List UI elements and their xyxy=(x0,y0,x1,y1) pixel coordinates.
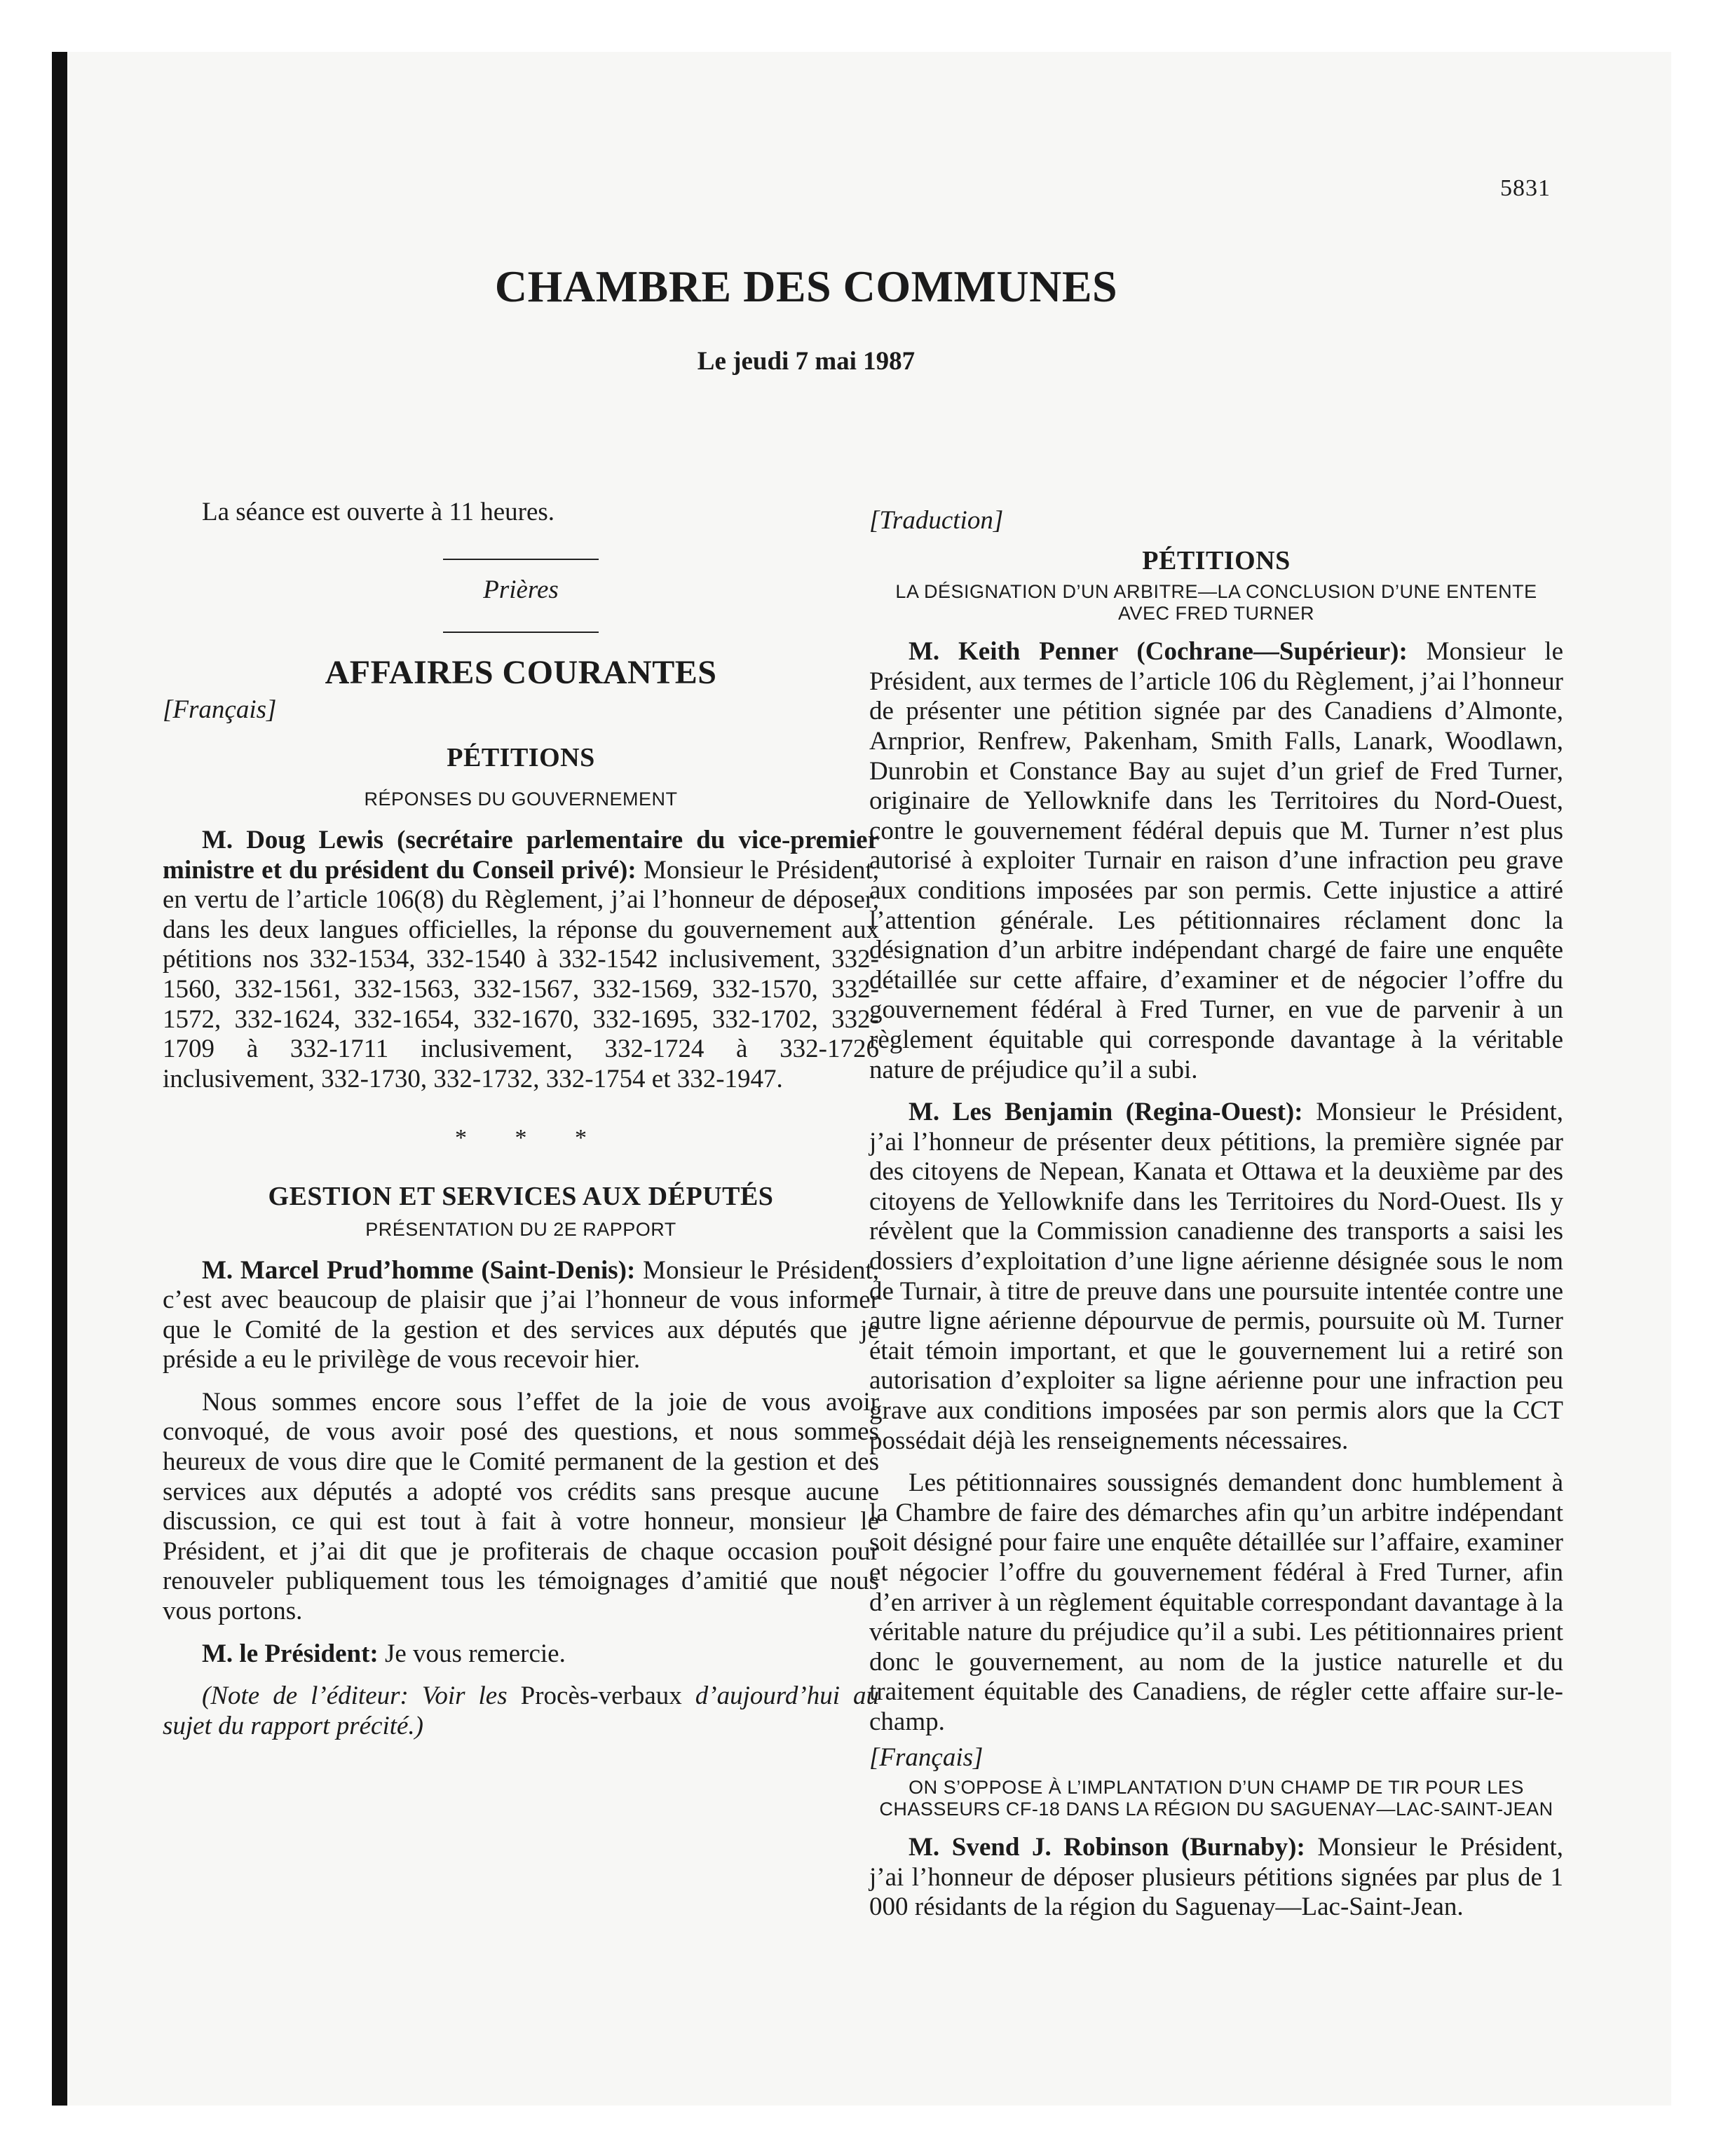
section-break-stars: * * * xyxy=(455,1125,608,1152)
subheading-cf18: ON S’OPPOSE À L’IMPLANTATION D’UN CHAMP DE TIR POUR LES CHASSEURS CF-18 DANS LA RÉGION DU SAGUENAY—LAC-SAINT-JEAN xyxy=(879,1777,1553,1820)
heading-petitions: PÉTITIONS xyxy=(447,743,595,773)
speaker-name: M. Svend J. Robinson (Burnaby): xyxy=(909,1833,1305,1862)
speech-prudhomme-continued: Nous sommes encore sous l’effet de la joie de vous avoir convoqué, de vous avoir posé des questions, et nous sommes heureux de vous dire que le Comité permanent de la gestion et des services aux députés a adopté vos crédits sans presque aucune discussion, ce qui est tout à fait à votre honneur, monsieur le Président, et j’ai dit que je profiterais de chaque occasion pour renouveler publiquement tous les témoignages d’amitié que nous vous portons. xyxy=(163,1387,879,1626)
sitting-date: Le jeudi 7 mai 1987 xyxy=(697,347,916,376)
page-title: CHAMBRE DES COMMUNES xyxy=(494,261,1118,311)
speech-text: Monsieur le Président, j’ai l’honneur de présenter deux pétitions, la première signée par des citoyens de Nepean, Kanata et Ottawa et la deuxième par des citoyens de Yellowknife dans les Territoires du Nord-Ouest. Ils y révèlent que la Commission canadienne des transports a saisi les dossiers d’exploitation d’une ligne aérienne désignée sous le nom de Turnair, à titre de preuve dans une poursuite intentée contre une autre ligne aérienne dépourvue de permis, poursuite où M. Turner était témoin important, et que le gouvernement lui a retiré son autorisation d’exploiter sa ligne aérienne pour une infraction peu grave aux conditions imposées par son permis alors que la CCT possédait déjà les renseignements nécessaires. xyxy=(869,1098,1564,1455)
subheading-presentation: PRÉSENTATION DU 2E RAPPORT xyxy=(365,1218,676,1240)
language-marker: [Traduction] xyxy=(869,506,1004,535)
heading-petitions: PÉTITIONS xyxy=(1142,545,1291,575)
subheading-reponses: RÉPONSES DU GOUVERNEMENT xyxy=(364,788,678,810)
right-column xyxy=(869,506,1563,1923)
speech-text: Monsieur le Président, c’est avec beaucoup de plaisir que j’ai l’honneur de vous informer que le Comité de la gestion et des services aux députés que je préside a eu le privilège de vous recevoir hier. xyxy=(163,1255,880,1374)
speaker-name: M. Marcel Prud’homme (Saint-Denis): xyxy=(202,1255,636,1285)
speech-penner xyxy=(869,637,1563,1085)
page-binding-edge xyxy=(52,52,67,2106)
speech-prudhomme xyxy=(163,1256,879,1375)
speech-text: Monsieur le Président, en vertu de l’article 106(8) du Règlement, j’ai l’honneur de déposer, dans les deux langues officielles, la réponse du gouvernement aux pétitions nos 332-1534, 332-1540 à 332-1542 inclusivement, 332-1560, 332-1561, 332-1563, 332-1567, 332-1569, 332-1570, 332-1572, 332-1624, 332-1654, 332-1670, 332-1695, 332-1702, 332-1709 à 332-1711 inclusivement, 332-1724 à 332-1726 inclusivement, 332-1730, 332-1732, 332-1754 et 332-1947. xyxy=(163,855,880,1093)
prayers-label: Prières xyxy=(483,575,559,604)
speech-benjamin xyxy=(869,1098,1563,1456)
language-marker: [Français] xyxy=(869,1742,984,1772)
speech-text: Monsieur le Président, aux termes de l’article 106 du Règlement, j’ai l’honneur de présenter une pétition signée par des Canadiens d’Almonte, Arnprior, Renfrew, Pakenham, Smith Falls, Lanark, Woodlawn, Dunrobin et Constance Bay au sujet d’un grief de Fred Turner, originaire de Yellowknife dans les Territoires du Nord-Ouest, contre le gouvernement fédéral depuis que M. Turner n’est plus autorisé à exploiter Turnair en raison d’une infraction peu grave aux conditions imposées par son permis. Cette injustice a attiré l’attention générale. Les pétitionnaires réclament donc la désignation d’un arbitre indépendant chargé de faire une enquête détaillée sur cette affaire, d’examiner et de négocier l’offre du gouvernement fédéral à Fred Turner, en vue de parvenir à un règlement équitable qui corresponde davantage à la véritable nature de préjudice qu’il a subi. xyxy=(869,637,1564,1084)
editor-note: (Note de l’éditeur: Voir les Procès-verbaux d’aujourd’hui au sujet du rapport précité.) xyxy=(163,1681,879,1740)
section-divider xyxy=(443,632,599,633)
speaker-name: M. le Président: xyxy=(202,1639,379,1668)
speaker-name: M. Keith Penner (Cochrane—Supérieur): xyxy=(909,637,1408,667)
page-number: 5831 xyxy=(1500,175,1551,201)
speech-text: Monsieur le Président, j’ai l’honneur de déposer plusieurs pétitions signées par plus de 1 000 résidants de la région du Saguenay—Lac-Saint-Jean. xyxy=(869,1833,1563,1922)
heading-gestion-services: GESTION ET SERVICES AUX DÉPUTÉS xyxy=(268,1181,774,1211)
opening-line: La séance est ouverte à 11 heures. xyxy=(202,498,555,526)
speech-president xyxy=(163,1639,879,1670)
subheading-arbitre: LA DÉSIGNATION D’UN ARBITRE—LA CONCLUSION D’UNE ENTENTE AVEC FRED TURNER xyxy=(895,581,1537,625)
speaker-name: M. Doug Lewis (secrétaire parlementaire du vice-premier ministre et du président du Conseil privé): xyxy=(163,825,879,885)
speech-benjamin-continued: Les pétitionnaires soussignés demandent donc humblement à la Chambre de faire des démarches afin qu’un arbitre indépendant soit désigné pour faire une enquête détaillée sur l’affaire, examiner et négocier l’offre du gouvernement fédéral à Fred Turner, afin d’en arriver à un règlement équitable correspondant davantage à la véritable nature du préjudice qu’il a subi. Les pétitionnaires prient donc le gouvernement, au nom de la justice naturelle et du traitement équitable des Canadiens, de régler cette affaire sur-le-champ. xyxy=(869,1468,1563,1736)
speaker-name: M. Les Benjamin (Regina-Ouest): xyxy=(909,1098,1303,1127)
section-divider xyxy=(443,559,599,560)
language-marker: [Français] xyxy=(163,695,277,724)
speech-text: Je vous remercie. xyxy=(384,1639,566,1668)
left-column xyxy=(163,498,879,1741)
speech-robinson xyxy=(869,1833,1563,1923)
speech-lewis xyxy=(163,826,879,1094)
heading-affaires-courantes: AFFAIRES COURANTES xyxy=(325,654,717,692)
